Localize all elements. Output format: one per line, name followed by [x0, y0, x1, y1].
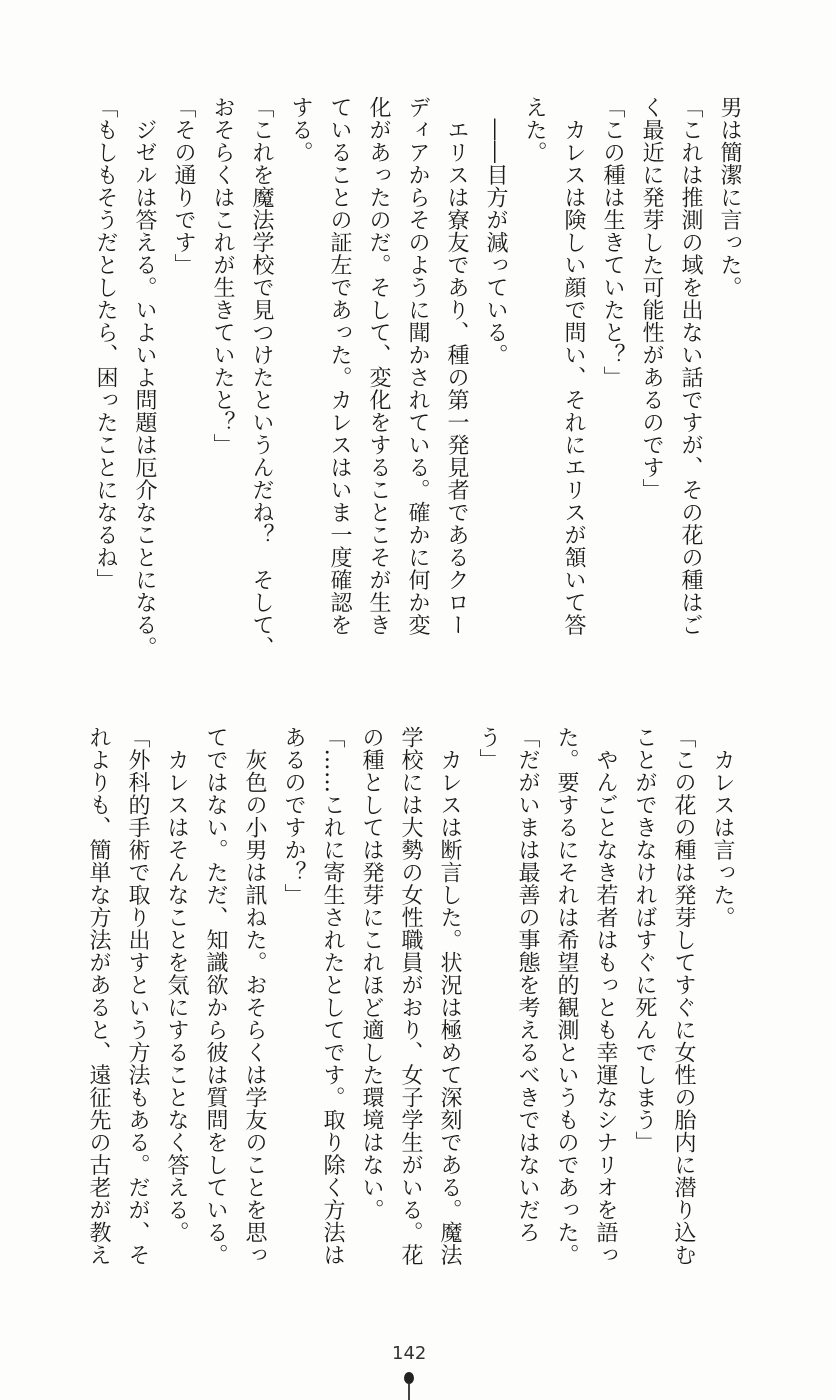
- text-column: 「この花の種は発芽してすぐに女性の胎内に潜り込む: [671, 726, 696, 1266]
- text-column: カレスは険しい顔で問い、それにエリスが頷いて答: [561, 96, 586, 636]
- text-column: の種としては発芽にこれほど適した環境はない。: [359, 726, 384, 1221]
- text-column: 「外科的手術で取り出すという方法もある。だが、そ: [125, 726, 150, 1266]
- lower-text-block: [79, 726, 742, 1306]
- text-column: 「だがいまは最善の事態を考えるべきではないだろ: [515, 726, 540, 1244]
- text-column: カレスは断言した。状況は極めて深刻である。魔法: [437, 726, 462, 1266]
- page-number: 142: [392, 1343, 427, 1364]
- text-column: う」: [476, 726, 501, 771]
- text-column: 「これは推測の域を出ない話ですが、その花の種はご: [678, 96, 703, 636]
- text-column: 化があったのだ。そして、変化をすることこそが生き: [366, 96, 391, 636]
- text-column: た。要するにそれは希望的観測というものであった。: [554, 726, 579, 1266]
- text-column: カレスは言った。: [710, 726, 735, 929]
- text-column: 学校には大勢の女性職員がおり、女子学生がいる。花: [398, 726, 423, 1266]
- text-column: 「これを魔法学校で見つけたというんだね？ そして、: [249, 96, 274, 659]
- text-column: れよりも、簡単な方法があると、遠征先の古老が教え: [86, 726, 111, 1266]
- text-column: する。: [288, 96, 313, 164]
- text-column: てではない。ただ、知識欲から彼は質問をしている。: [203, 726, 228, 1266]
- upper-text-block: [86, 96, 749, 659]
- text-column: カレスはそんなことを気にすることなく答える。: [164, 726, 189, 1244]
- text-column: ――目方が減っている。: [483, 96, 508, 366]
- text-column: ディアからそのように聞かされている。確かに何か変: [405, 96, 430, 636]
- text-column: 灰色の小男は訊ねた。おそらくは学友のことを思っ: [242, 726, 267, 1266]
- text-column: く最近に発芽した可能性があるのです」: [639, 96, 664, 501]
- page-marker-dot: [404, 1372, 414, 1384]
- text-column: やんごとなき若者はもっとも幸運なシナリオを語っ: [593, 726, 618, 1266]
- text-column: 「この種は生きていたと？」: [600, 96, 625, 389]
- text-column: あるのですか？」: [281, 726, 306, 906]
- text-column: 「……これに寄生されたとしてです。取り除く方法は: [320, 726, 345, 1266]
- text-column: ジゼルは答える。いよいよ問題は厄介なことになる。: [132, 96, 157, 659]
- text-column: エリスは寮友であり、種の第一発見者であるクロー: [444, 96, 469, 636]
- text-column: 「もしもそうだとしたら、困ったことになるね」: [93, 96, 118, 591]
- text-column: 「その通りです」: [171, 96, 196, 276]
- text-column: ていることの証左であった。カレスはいま一度確認を: [327, 96, 352, 636]
- text-column: えた。: [522, 96, 547, 164]
- text-column: 男は簡潔に言った。: [717, 96, 742, 299]
- text-column: おそらくはこれが生きていたと？」: [210, 96, 235, 456]
- text-column: ことができなければすぐに死んでしまう」: [632, 726, 657, 1154]
